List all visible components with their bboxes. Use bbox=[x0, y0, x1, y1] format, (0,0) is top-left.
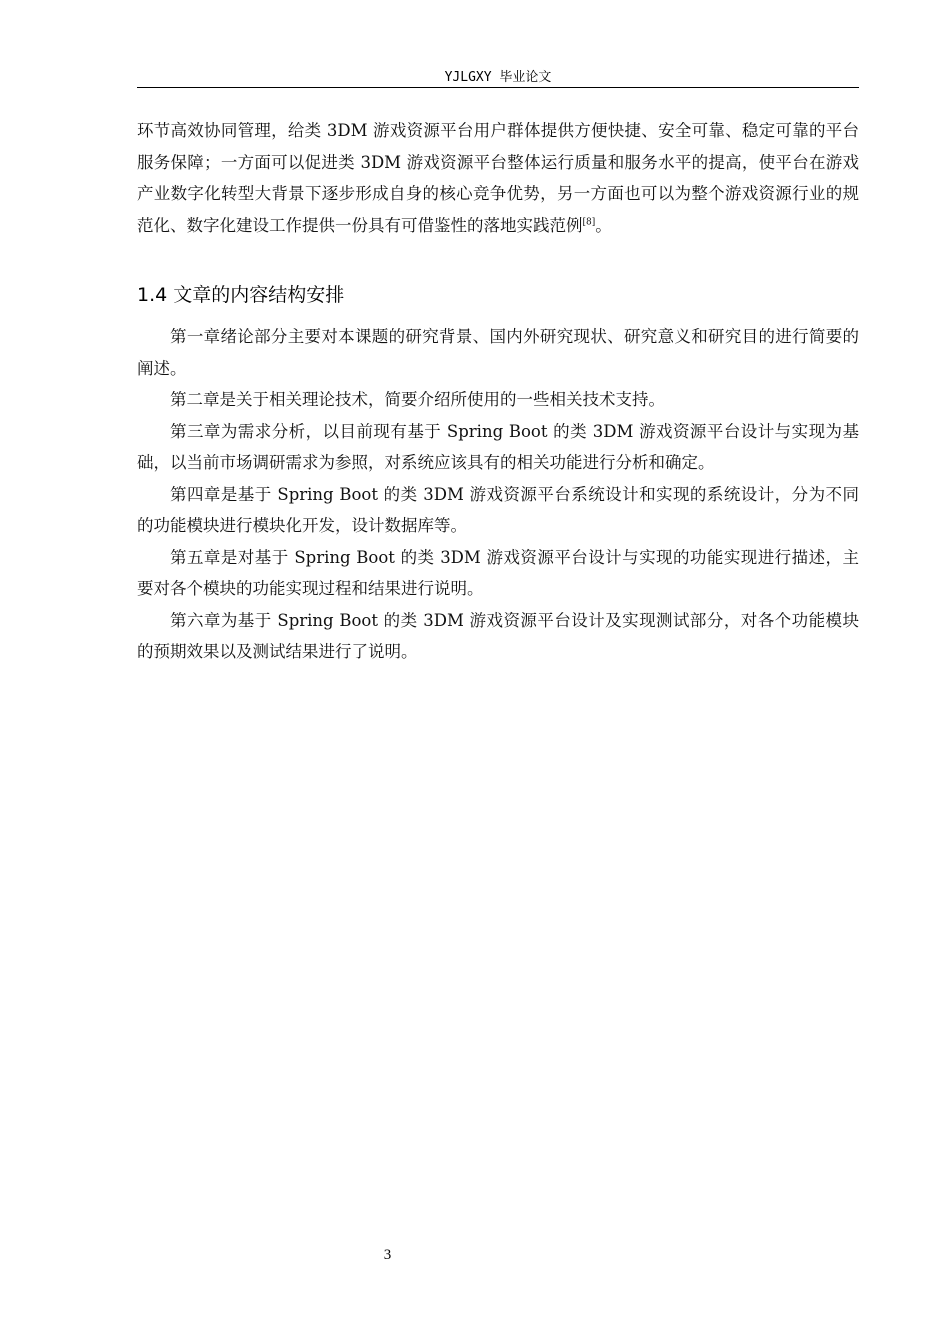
page-header: YJLGXY 毕业论文 bbox=[444, 70, 552, 85]
intro-paragraph-end: 。 bbox=[595, 215, 612, 235]
chapter-6-paragraph: 第六章为基于 Spring Boot 的类 3DM 游戏资源平台设计及实现测试部分，对各个功能模块的预期效果以及测试结果进行了说明。 bbox=[137, 610, 859, 661]
section-heading: 1.4 文章的内容结构安排 bbox=[137, 284, 345, 306]
chapter-3-paragraph: 第三章为需求分析，以目前现有基于 Spring Boot 的类 3DM 游戏资源平台设计与实现为基础，以当前市场调研需求为参照，对系统应该具有的相关功能进行分析和确定。 bbox=[137, 421, 859, 472]
page-number: 3 bbox=[383, 1247, 392, 1263]
chapter-5-paragraph: 第五章是对基于 Spring Boot 的类 3DM 游戏资源平台设计与实现的功能实现进行描述，主要对各个模块的功能实现过程和结果进行说明。 bbox=[137, 547, 859, 598]
intro-paragraph-text: 环节高效协同管理，给类 3DM 游戏资源平台用户群体提供方便快捷、安全可靠、稳定可靠的平台服务保障；一方面可以促进类 3DM 游戏资源平台整体运行质量和服务水平的提高，使平台在游戏产业数字化转型大背景下逐步形成自身的核心竞争优势，另一方面也可以为整个游戏资源行业的规范化、数字化建设工作提供一份具有可借鉴性的落地实践范例 bbox=[137, 121, 859, 235]
chapter-1-paragraph: 第一章绪论部分主要对本课题的研究背景、国内外研究现状、研究意义和研究目的进行简要的阐述。 bbox=[137, 327, 859, 378]
chapter-2-paragraph: 第二章是关于相关理论技术，简要介绍所使用的一些相关技术支持。 bbox=[170, 390, 665, 409]
citation-ref[interactable]: [8] bbox=[582, 217, 596, 227]
page-content bbox=[137, 115, 859, 668]
intro-paragraph bbox=[137, 115, 859, 241]
header-rule bbox=[137, 87, 859, 88]
chapter-4-paragraph: 第四章是基于 Spring Boot 的类 3DM 游戏资源平台系统设计和实现的系统设计，分为不同的功能模块进行模块化开发，设计数据库等。 bbox=[137, 484, 859, 535]
